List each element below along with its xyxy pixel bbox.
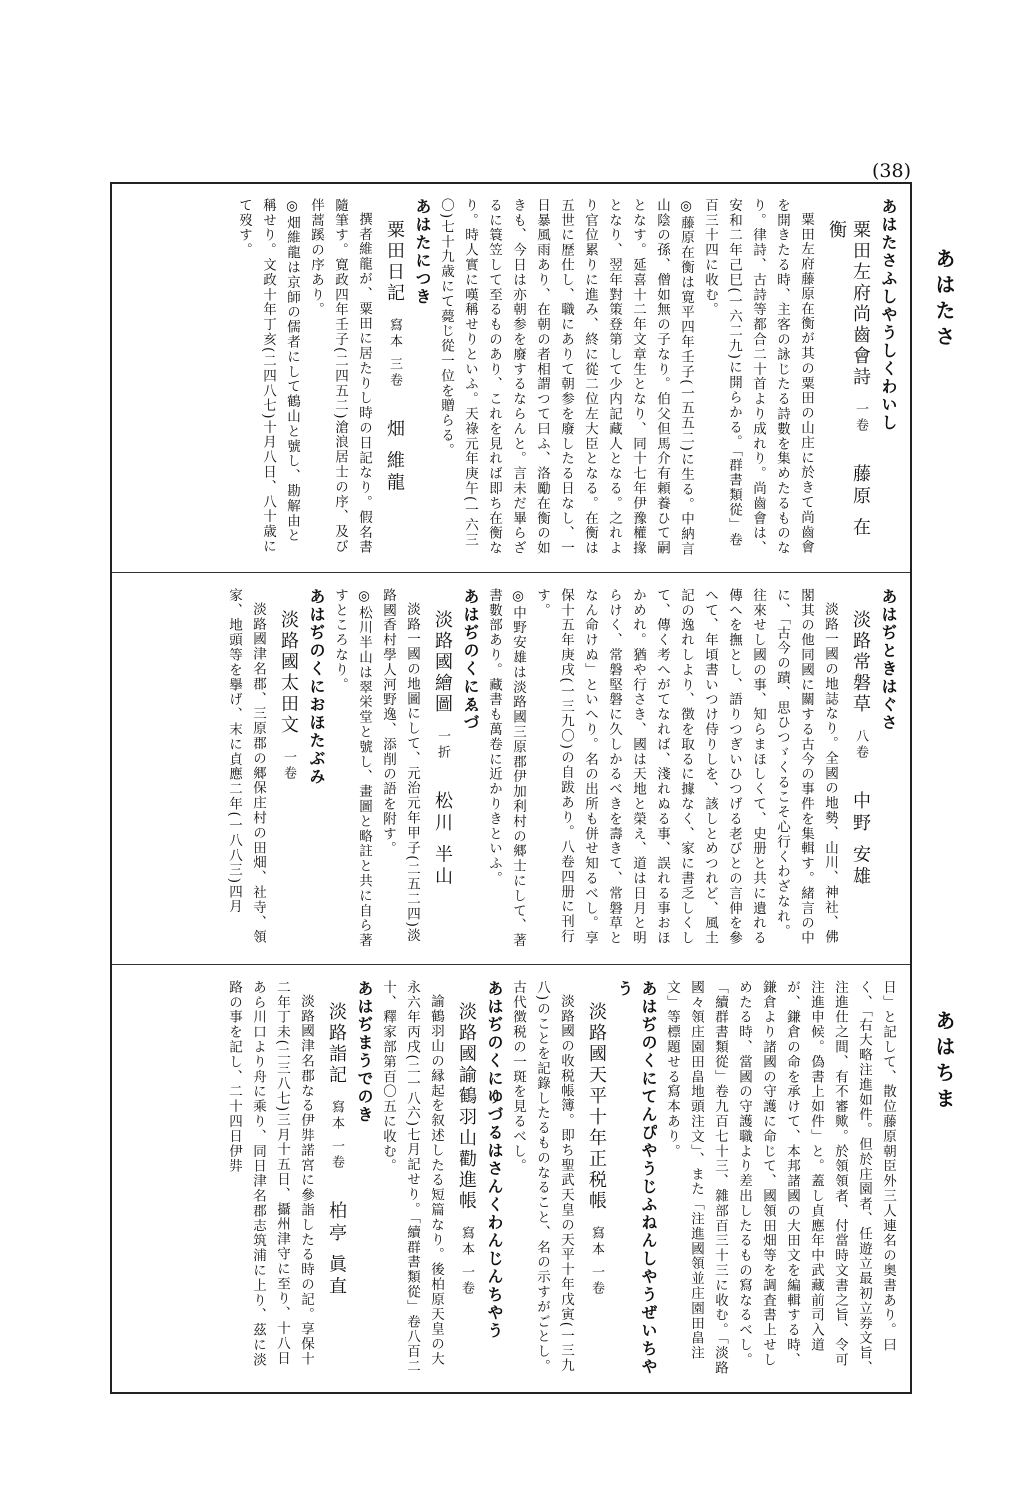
- entry-volume: 寫本 三卷: [387, 318, 402, 390]
- entry-author: 柏亭 眞直: [326, 1201, 347, 1299]
- band-top: [112, 184, 910, 572]
- entry-volume: 寫本 一卷: [459, 1226, 474, 1298]
- page-frame: [110, 182, 912, 1394]
- entry-paragraph: ◎藤原在衡は寛平四年壬子(一五五二)に生る。中納言山陰の孫、僧如無の子なり。伯父但馬介有頼養ひて嗣となす。延喜十二年文章生となり、同十七年伊豫權掾となり、翌年對策登第して少内記藏人となる。之れより官位累りに進み、終に從二位左大臣となる。在衡は五世に歴仕し、職にありて朝参を廢したる日なし、一日暴風雨あり、在朝の者相謂つて曰ふ、洛勵在衡の如きも、今日は亦朝参を廢するならんと。言未だ畢らざるに簑笠して至るものあり、これを見れば即ち在衡なり。時人實に嘆稱せりといふ。天祿元年庚午(一六三〇)七十九歳にて薨じ從一位を贈らる。: [438, 198, 694, 557]
- entry-reading: あはぢときはぐさ: [879, 588, 898, 732]
- entry-reading: あはぢまうでのき: [355, 980, 374, 1124]
- entry-paragraph: 日」と記して、散位藤原朝臣外三人連名の奥書あり。曰く、「右大略注進如件。但於庄園者、任遊立最初立券文旨、注進仕之間、有不審歟。於領領者、付當時文書之旨、令可注進申候。偽書上如件」と。蓋し貞應年中武藏前司入道が、鎌倉の命を承けて、本邦諸國の大田文を編輯する時、鎌倉より諸國の守護に命じて、國領田畑等を調査書上せしめたる時、當國の守護職より差出したるもの寫なるべし。「續群書類從」卷九百七十三、雜部百三十三に收む。「淡路國々領庄園田畠地頭注文」、また「注進國領並庄園田畠注文」等標題せる寫本あり。: [664, 980, 896, 1376]
- band-top-text: [112, 184, 910, 572]
- band-divider: [112, 964, 910, 965]
- page-number: (38): [872, 160, 912, 182]
- entry-paragraph: 淡路國津名郡、三原郡の郷保庄村の田畑、社寺、領家、地頭等を擧げ、末に貞應二年(一八八三)四月: [226, 588, 266, 945]
- entry-paragraph: ◎松川半山は翠栄堂と號し、畫圖と略註と共に自ら著すところなり。: [332, 588, 372, 949]
- entry-title: 淡路常磐草八卷中野 安雄: [850, 610, 871, 889]
- entry-paragraph: ◎中野安雄は淡路國三原郡伊加利村の郷士にして、著書數部あり。藏書も萬卷に近かりきといふ。: [486, 588, 526, 949]
- entry-title: 淡路國諭鶴羽山勸進帳寫本 一卷: [456, 1002, 477, 1298]
- entry-reading: あはぢのくにゑづ: [461, 588, 480, 732]
- entry-paragraph: 淡路一國の地圖にして、元治元年甲子(二五二四)淡路國香村學人河野逸、添削の語を附す。: [380, 588, 420, 943]
- band-middle-text: [112, 574, 910, 964]
- entry-paragraph: ◎畑維龍は京師の儒者にして鶴山と號し、勘解由と稱せり。文政十年丁亥(二四八七)十月八日、八十歳にて歿す。: [236, 198, 300, 555]
- entry-author: 松川 半山: [432, 791, 453, 889]
- entry-reading: あはぢのくにおほたぶみ: [307, 588, 326, 786]
- entry-volume: 寫本 一卷: [589, 1226, 604, 1298]
- band-middle: [112, 574, 910, 964]
- entry-reading: あはぢのくにてんぴやうじふねんしやうぜいちやう: [615, 980, 658, 1376]
- band-divider: [112, 572, 910, 573]
- entry-volume: 一卷: [281, 750, 296, 782]
- band-bottom-text: [112, 966, 910, 1394]
- entry-title: 淡路詣記寫本 一卷柏亭 眞直: [326, 1002, 347, 1299]
- entry-paragraph: 諭鶴羽山の縁起を叙述したる短篇なり。後柏原天皇の大永六年丙戌(二一八六)七月記せり。「續群書類從」卷八百二十、釋家部第百〇五に收む。: [380, 980, 444, 1374]
- entry-volume: 八卷: [853, 729, 868, 761]
- entry-paragraph: 淡路國の收税帳簿。即ち聖武天皇の天平十年戊寅(一三九八)のことを記錄したるものなること、名の示すがごとし。古代徴税の一斑を見るべし。: [510, 980, 574, 1375]
- entry-paragraph: 撰者維龍が、粟田に居たりし時の日記なり。假名書隨筆す。寛政四年壬子(二四五二)滄浪居士の序、及び伴蒿蹊の序あり。: [308, 198, 372, 555]
- entry-title: 淡路國天平十年正税帳寫本 一卷: [586, 1002, 607, 1298]
- entry-title: 淡路國太田文一卷: [278, 610, 299, 782]
- entry-title: 粟田左府尚齒會詩一卷藤原 在衡: [826, 220, 871, 540]
- band-bottom: [112, 966, 910, 1394]
- entry-reading: あはたにつき: [413, 198, 432, 306]
- entry-title: 淡路國繪圖一折松川 半山: [432, 610, 453, 889]
- entry-author: 畑 維龍: [384, 419, 405, 495]
- running-head-bottom: あはちま: [932, 1010, 956, 1114]
- running-head-top: あはたさ: [932, 248, 956, 352]
- entry-paragraph: 淡路一國の地誌なり。全國の地勢、山川、神社、佛閣其の他同國に關する古今の事件を集輯す。緒言の中に、「古今の蹟、思ひつゞくるこそ心行くわざなれ。往來せし國の事、知らまほしくて、史册と共に遺れる傳へを撫とし、語りつぎいひつげる老びとの言伸を參へて、年頃書いつけ侍りしを、該しとめつれど、風土記の逸れしより、徴を取るに據なく、家に書乏しくして、傳く考へがてなれば、淺れぬる事、誤れる事おほかめれ。猶や行さき、國は天地と榮え、道は日月と明らけく、常磐堅磐に久しかるべきを壽きて、常磐草となん命けぬ」といへり。名の出所も併せ知るべし。享保十五年庚戌(一三九〇)の自跋あり。八卷四册に刊行す。: [534, 588, 838, 946]
- entry-volume: 一卷: [853, 402, 868, 434]
- entry-paragraph: 粟田左府藤原在衡が其の粟田の山庄に於きて尚齒會を開きたる時、主客の詠じたる詩數を集めたるものなり。律詩、古詩等都合二十首より成れり。尚齒會は、安和二年己巳(一六二九)に開らかる。「群書類從」卷百三十四に收む。: [702, 198, 814, 556]
- entry-volume: 一折: [435, 729, 450, 761]
- entry-author: 中野 安雄: [850, 791, 871, 889]
- entry-title: 粟田日記寫本 三卷畑 維龍: [384, 220, 405, 495]
- entry-reading: あはぢのくにゆづるはさんくわんじんちやう: [485, 980, 504, 1340]
- entry-reading: あはたさふしやうしくわいし: [879, 198, 898, 432]
- entry-volume: 寫本 一卷: [329, 1100, 344, 1172]
- entry-author: 藤原 在衡: [826, 220, 871, 540]
- entry-paragraph: 淡路國津名郡なる伊弉諾宮に參詣したる時の記。享保十二年丁未(二三八七)三月十五日、攝州津守に至り、十八日あら川口より舟に乘り、同日津名郡志筑浦に上り、茲に淡路の事を記し、二十四日伊弉: [226, 980, 314, 1368]
